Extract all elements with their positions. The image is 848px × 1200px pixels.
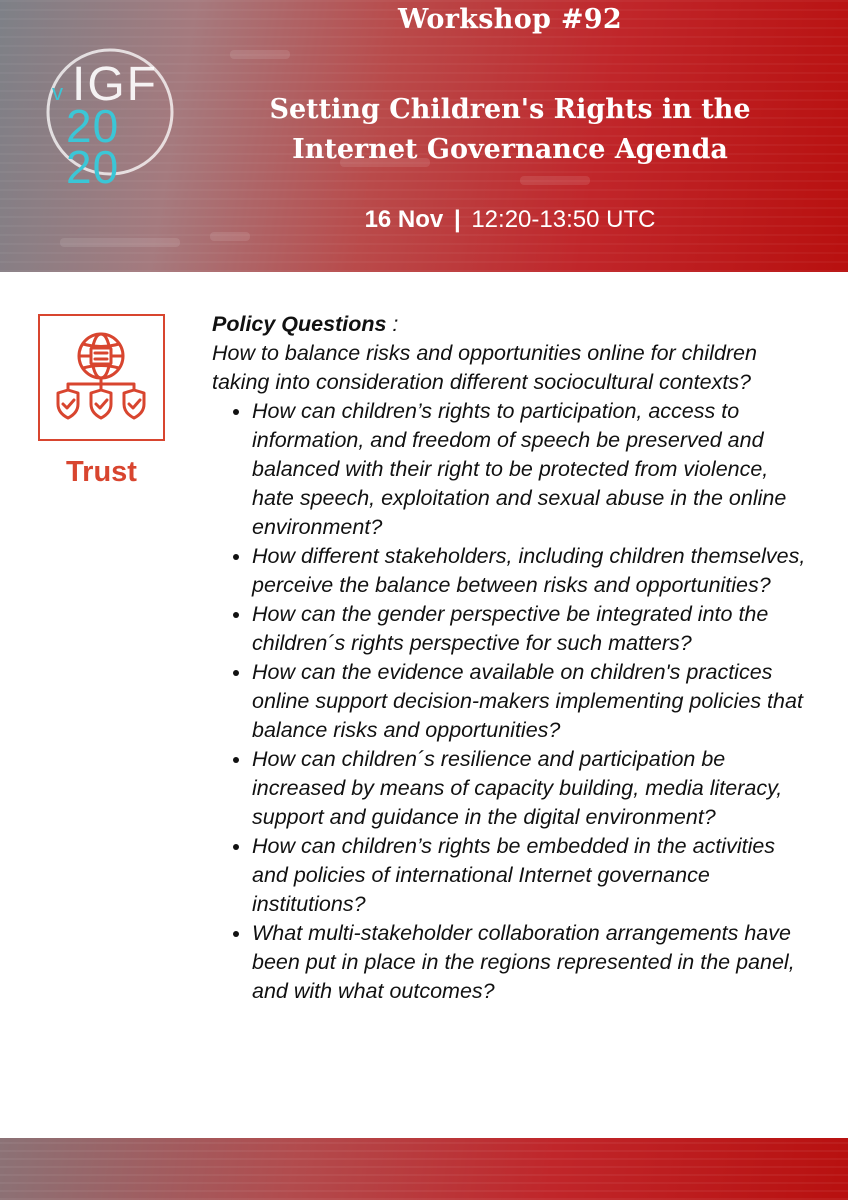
session-time: 12:20-13:50 UTC [471,206,656,233]
list-item: • How can the gender perspective be integrated into the children´s rights perspective for such matters? [252,600,812,658]
policy-questions-section [212,310,812,1006]
list-item: • How different stakeholders, including children themselves, perceive the balance between risks and opportunities? [252,542,812,600]
policy-questions-heading [212,310,812,339]
session-date: 16 Nov [364,206,444,233]
background-streak [230,50,290,59]
list-item: • What multi-stakeholder collaboration arrangements have been put in place in the regions represented in the panel, and with what outcomes? [252,919,812,1006]
svg-text:20: 20 [66,141,120,193]
policy-questions-label: Policy Questions [212,312,387,336]
session-datetime [190,206,830,234]
svg-text:20: 20 [66,100,120,152]
vigf-2020-logo [28,30,193,195]
background-streak [520,176,590,185]
background-streak [60,238,180,247]
theme-label: Trust [66,456,137,488]
policy-questions-list [212,397,812,1006]
header-banner [0,0,848,272]
theme-icon-box [38,314,165,441]
globe-network-shields-icon [46,322,157,433]
policy-intro-question: How to balance risks and opportunities online for children taking into consideration different sociocultural contexts? [212,341,757,394]
svg-text:v: v [52,80,63,105]
list-item: • How can children’s rights to participation, access to information, and freedom of speech be preserved and balanced with their right to be protected from violence, hate speech, exploitation and sexual abuse in the online environment? [252,397,812,542]
svg-text:IGF: IGF [72,58,158,111]
vigf-2020-logo-graphic [28,30,193,195]
workshop-number: Workshop #92 [398,4,622,35]
session-title [190,90,830,170]
policy-questions-colon: : [386,312,399,336]
list-item: • How can children´s resilience and participation be increased by means of capacity building, media literacy, support and guidance in the digital environment? [252,745,812,832]
footer-banner [0,1138,848,1200]
session-title-line: Setting Children's Rights in the [269,94,751,125]
list-item: • How can the evidence available on children's practices online support decision-makers implementing policies that balance risks and opportunities? [252,658,812,745]
session-title-line: Internet Governance Agenda [292,134,728,165]
list-item: • How can children’s rights be embedded in the activities and policies of international Internet governance institutions? [252,832,812,919]
date-separator: | [453,206,461,233]
